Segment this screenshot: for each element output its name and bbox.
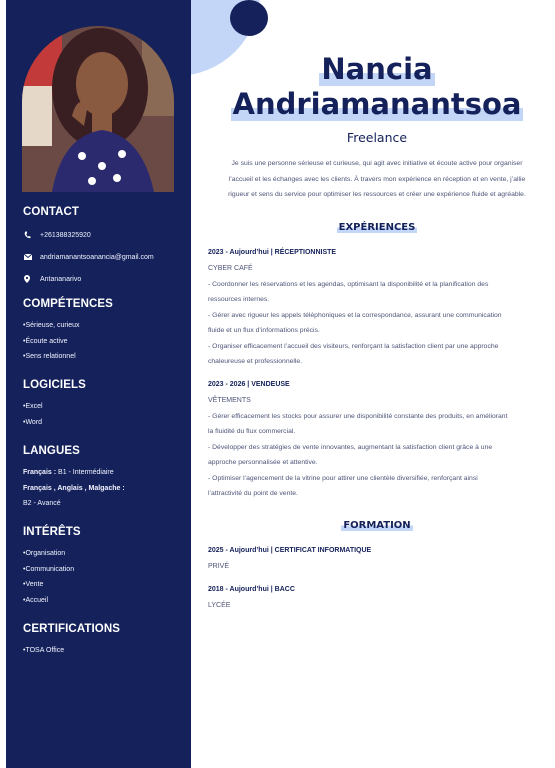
entry-line: approche personnalisée et attentive. bbox=[208, 459, 318, 466]
education-heading bbox=[195, 515, 555, 533]
experience-entry bbox=[208, 247, 548, 370]
sidebar bbox=[6, 0, 191, 768]
experience-entry bbox=[208, 379, 548, 502]
software-title: LOGICIELS bbox=[23, 379, 86, 391]
entry-line: ressources internes. bbox=[208, 296, 270, 303]
entry-line: fluide et un flux d’informations précis. bbox=[208, 327, 320, 334]
entry-school: PRIVÉ bbox=[208, 563, 230, 570]
language-label: Français , Anglais , Malgache : bbox=[23, 484, 125, 492]
profile-photo bbox=[22, 26, 174, 192]
entry-line: - Coordonner les réservations et les agendas, optimisant la disponibilité et la planification des bbox=[208, 280, 489, 288]
entry-line: - Optimiser l’agencement de la vitrine pour attirer une clientèle diversifiée, renforçant ainsi bbox=[208, 474, 478, 482]
skills-section bbox=[23, 298, 188, 365]
software-item: • Word bbox=[23, 415, 188, 431]
mail-icon bbox=[23, 254, 40, 260]
certifications-section bbox=[23, 623, 188, 659]
contact-phone[interactable] bbox=[23, 224, 188, 246]
entry-header: 2023 - 2026 | VENDEUSE bbox=[208, 381, 290, 388]
entry-line: - Gérer efficacement les stocks pour assurer une disponibilité constante des produits, en améliorant bbox=[208, 412, 508, 420]
certifications-title: CERTIFICATIONS bbox=[23, 623, 121, 635]
location-pin-icon bbox=[23, 275, 40, 283]
software-item: • Excel bbox=[23, 399, 188, 415]
contact-location bbox=[23, 268, 188, 290]
entry-header: 2023 - Aujourd’hui | RÉCEPTIONNISTE bbox=[208, 249, 337, 256]
location-text: Antananarivo bbox=[40, 275, 82, 283]
contact-title: CONTACT bbox=[23, 206, 80, 218]
entry-header: 2025 - Aujourd’hui | CERTIFICAT INFORMATIQUE bbox=[208, 547, 372, 554]
entry-line: - Gérer avec rigueur les appels téléphoniques et la correspondance, assurant une communication bbox=[208, 311, 502, 319]
education-title: FORMATION bbox=[343, 520, 411, 531]
language-level: B2 - Avancé bbox=[23, 500, 61, 507]
skill-item: • Écoute active bbox=[23, 334, 188, 350]
skill-item: • Sens relationnel bbox=[23, 349, 188, 365]
summary-line: l’accueil et les échanges avec les clients. À travers mon expérience en réception et en vente, j’allie bbox=[228, 175, 526, 183]
language-level: B1 - Intermédiaire bbox=[56, 469, 114, 476]
languages-title: LANGUES bbox=[23, 445, 80, 457]
main-content bbox=[195, 0, 555, 768]
profile-summary bbox=[207, 156, 547, 203]
interest-item: • Organisation bbox=[23, 546, 188, 562]
phone-icon bbox=[23, 231, 40, 239]
email-text: andriamanantsoanancia@gmail.com bbox=[40, 253, 154, 261]
entry-header: 2018 - Aujourd’hui | BACC bbox=[208, 586, 295, 593]
interest-item: • Accueil bbox=[23, 593, 188, 609]
interests-section bbox=[23, 526, 188, 608]
entry-line: chaleureuse et professionnelle. bbox=[208, 358, 303, 365]
contact-section bbox=[23, 206, 188, 290]
entry-company: VÊTEMENTS bbox=[208, 397, 251, 404]
contact-email[interactable] bbox=[23, 246, 188, 268]
entry-line: la fluidité du flux commercial. bbox=[208, 428, 296, 435]
education-entry bbox=[208, 545, 548, 575]
interests-title: INTÉRÊTS bbox=[23, 526, 81, 538]
skill-item: • Sérieuse, curieux bbox=[23, 318, 188, 334]
certification-item: • TOSA Office bbox=[23, 643, 188, 659]
education-entry bbox=[208, 584, 548, 614]
first-name: Nancia bbox=[321, 52, 433, 86]
software-section bbox=[23, 379, 188, 430]
experience-title: EXPÉRIENCES bbox=[338, 222, 416, 233]
entry-line: l’attractivité du point de vente. bbox=[208, 490, 298, 497]
summary-line: rigueur et sens du service pour optimiser les ressources et créer une expérience fluide et agréable. bbox=[228, 191, 526, 198]
languages-section bbox=[23, 445, 188, 512]
entry-line: - Organiser efficacement l’accueil des visiteurs, renforçant la satisfaction client par une approche bbox=[208, 342, 499, 350]
entry-line: - Développer des stratégies de vente innovantes, augmentant la satisfaction client grâce à une bbox=[208, 443, 493, 451]
language-label: Français : bbox=[23, 469, 57, 476]
summary-line: Je suis une personne sérieuse et curieuse, qui agit avec initiative et écoute active pour organiser bbox=[231, 160, 523, 167]
language-line bbox=[23, 481, 188, 497]
last-name: Andriamanantsoa bbox=[232, 87, 522, 121]
skills-title: COMPÉTENCES bbox=[23, 298, 113, 310]
interest-item: • Vente bbox=[23, 577, 188, 593]
full-name bbox=[195, 52, 555, 122]
experience-heading bbox=[195, 217, 555, 235]
entry-school: LYCÉE bbox=[208, 602, 231, 609]
phone-text: +261388325920 bbox=[40, 231, 91, 239]
interest-item: • Communication bbox=[23, 562, 188, 578]
entry-company: CYBER CAFÉ bbox=[208, 265, 253, 272]
language-line bbox=[23, 465, 188, 481]
job-role: Freelance bbox=[346, 130, 408, 145]
